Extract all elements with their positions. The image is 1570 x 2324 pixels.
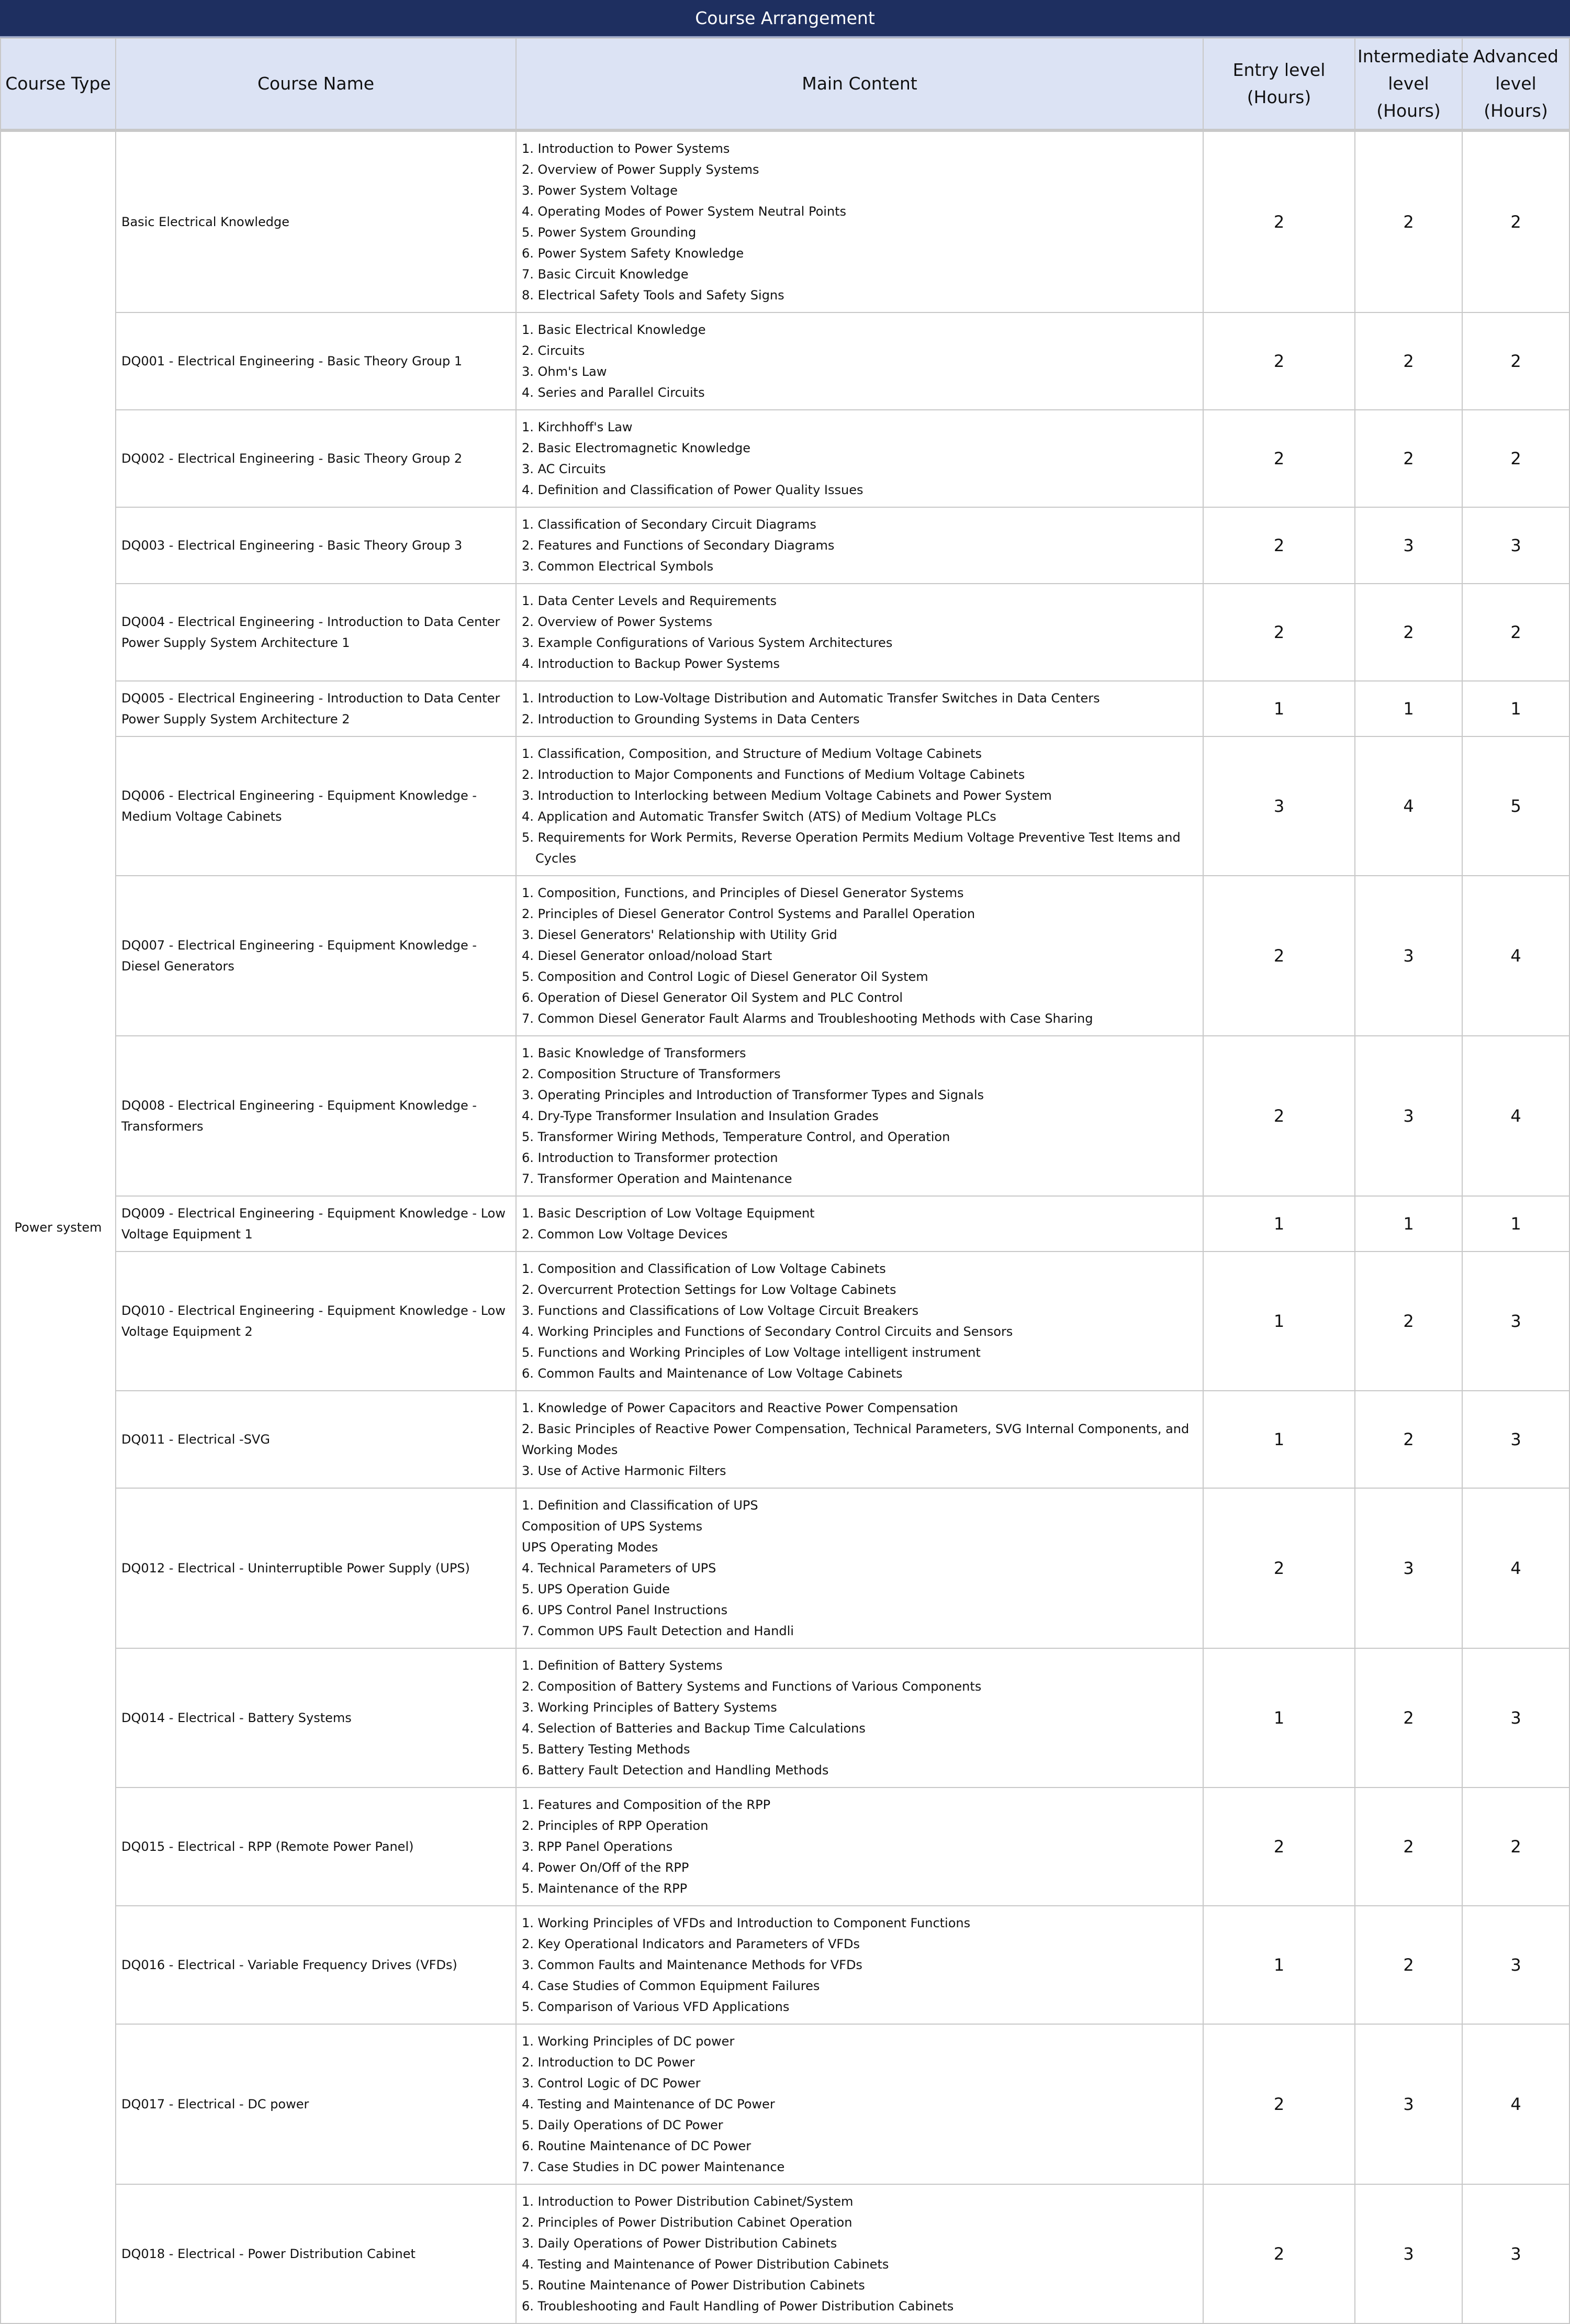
course-name-cell: DQ017 - Electrical - DC power bbox=[116, 2024, 516, 2184]
header-entry-line: (Hours) bbox=[1247, 87, 1311, 107]
content-item: 8. Electrical Safety Tools and Safety Signs bbox=[522, 288, 784, 303]
intermediate-hours-cell: 3 bbox=[1355, 1036, 1462, 1196]
table-row bbox=[1, 1488, 1569, 1648]
content-item: 5. Maintenance of the RPP bbox=[522, 1881, 688, 1896]
content-item: 4. Operating Modes of Power System Neutral Points bbox=[522, 204, 847, 219]
advanced-hours-cell: 4 bbox=[1462, 2024, 1569, 2184]
entry-hours-cell: 2 bbox=[1203, 584, 1355, 681]
entry-hours-cell: 2 bbox=[1203, 410, 1355, 507]
table-row bbox=[1, 736, 1569, 876]
content-item: 5. Requirements for Work Permits, Reverse Operation Permits Medium Voltage Preventive Test Items and Cycles bbox=[522, 830, 1181, 866]
main-content-cell bbox=[516, 584, 1203, 681]
content-item: 1. Classification of Secondary Circuit Diagrams bbox=[522, 517, 816, 532]
entry-hours-cell: 1 bbox=[1203, 681, 1355, 736]
intermediate-hours-cell: 3 bbox=[1355, 2184, 1462, 2323]
content-item: 1. Basic Knowledge of Transformers bbox=[522, 1046, 746, 1060]
entry-hours-cell: 2 bbox=[1203, 1787, 1355, 1906]
content-item: 3. Ohm's Law bbox=[522, 364, 607, 379]
content-item: 1. Kirchhoff's Law bbox=[522, 420, 633, 434]
table-row bbox=[1, 2024, 1569, 2184]
advanced-hours-cell: 2 bbox=[1462, 410, 1569, 507]
main-content-cell bbox=[516, 876, 1203, 1036]
advanced-hours-cell: 4 bbox=[1462, 876, 1569, 1036]
advanced-hours-cell: 3 bbox=[1462, 1391, 1569, 1488]
content-item: 7. Common Diesel Generator Fault Alarms and Troubleshooting Methods with Case Sharing bbox=[522, 1011, 1093, 1026]
header-main-content: Main Content bbox=[516, 38, 1203, 130]
table-row bbox=[1, 584, 1569, 681]
content-item: 6. Routine Maintenance of DC Power bbox=[522, 2139, 752, 2153]
advanced-hours-cell: 3 bbox=[1462, 507, 1569, 584]
content-item: 4. Testing and Maintenance of DC Power bbox=[522, 2097, 775, 2111]
table-row bbox=[1, 507, 1569, 584]
header-advanced-level bbox=[1462, 38, 1569, 130]
content-item: 3. Operating Principles and Introduction of Transformer Types and Signals bbox=[522, 1088, 984, 1102]
intermediate-hours-cell: 3 bbox=[1355, 876, 1462, 1036]
content-item: 1. Introduction to Power Systems bbox=[522, 141, 730, 156]
intermediate-hours-cell: 2 bbox=[1355, 410, 1462, 507]
content-item: 1. Data Center Levels and Requirements bbox=[522, 594, 777, 608]
content-item: 2. Key Operational Indicators and Parameters of VFDs bbox=[522, 1937, 860, 1951]
entry-hours-cell: 2 bbox=[1203, 130, 1355, 312]
course-name-cell: DQ012 - Electrical - Uninterruptible Power Supply (UPS) bbox=[116, 1488, 516, 1648]
course-type-label: Power system bbox=[14, 1220, 102, 1235]
content-item: 1. Features and Composition of the RPP bbox=[522, 1797, 771, 1812]
content-item: 4. Selection of Batteries and Backup Time Calculations bbox=[522, 1721, 866, 1736]
intermediate-hours-cell: 1 bbox=[1355, 1196, 1462, 1252]
content-item: 5. Power System Grounding bbox=[522, 225, 697, 240]
main-content-cell bbox=[516, 1648, 1203, 1787]
content-item: 3. Use of Active Harmonic Filters bbox=[522, 1463, 726, 1478]
intermediate-hours-cell: 3 bbox=[1355, 1488, 1462, 1648]
advanced-hours-cell: 4 bbox=[1462, 1036, 1569, 1196]
advanced-hours-cell: 1 bbox=[1462, 1196, 1569, 1252]
table-row bbox=[1, 681, 1569, 736]
entry-hours-cell: 2 bbox=[1203, 507, 1355, 584]
header-advanced-line: level bbox=[1495, 73, 1537, 94]
course-name-cell: DQ006 - Electrical Engineering - Equipment Knowledge - Medium Voltage Cabinets bbox=[116, 736, 516, 876]
content-item: 2. Principles of Power Distribution Cabinet Operation bbox=[522, 2215, 853, 2230]
content-item: 7. Case Studies in DC power Maintenance bbox=[522, 2160, 785, 2174]
intermediate-hours-cell: 1 bbox=[1355, 681, 1462, 736]
advanced-hours-cell: 1 bbox=[1462, 681, 1569, 736]
content-item: 3. RPP Panel Operations bbox=[522, 1839, 673, 1854]
advanced-hours-cell: 2 bbox=[1462, 584, 1569, 681]
content-item: 3. AC Circuits bbox=[522, 462, 606, 476]
content-item: 3. Functions and Classifications of Low Voltage Circuit Breakers bbox=[522, 1303, 919, 1318]
content-item: 1. Working Principles of DC power bbox=[522, 2034, 735, 2049]
content-item: 1. Composition and Classification of Low Voltage Cabinets bbox=[522, 1261, 886, 1276]
main-content-cell bbox=[516, 507, 1203, 584]
content-item: 2. Overcurrent Protection Settings for Low Voltage Cabinets bbox=[522, 1282, 896, 1297]
main-content-cell bbox=[516, 736, 1203, 876]
entry-hours-cell: 2 bbox=[1203, 2024, 1355, 2184]
main-content-cell bbox=[516, 312, 1203, 410]
intermediate-hours-cell: 3 bbox=[1355, 2024, 1462, 2184]
entry-hours-cell: 1 bbox=[1203, 1196, 1355, 1252]
main-content-cell bbox=[516, 1488, 1203, 1648]
header-intermediate-line: Intermediate bbox=[1358, 46, 1469, 66]
header-entry-line: Entry level bbox=[1232, 60, 1326, 80]
content-item: 5. Comparison of Various VFD Applications bbox=[522, 1999, 790, 2014]
content-item: 3. Power System Voltage bbox=[522, 183, 678, 198]
advanced-hours-cell: 3 bbox=[1462, 1648, 1569, 1787]
entry-hours-cell: 2 bbox=[1203, 2184, 1355, 2323]
course-name-cell: DQ010 - Electrical Engineering - Equipment Knowledge - Low Voltage Equipment 2 bbox=[116, 1252, 516, 1391]
content-item: 2. Principles of Diesel Generator Control Systems and Parallel Operation bbox=[522, 907, 975, 921]
course-name-cell: DQ009 - Electrical Engineering - Equipment Knowledge - Low Voltage Equipment 1 bbox=[116, 1196, 516, 1252]
main-content-cell bbox=[516, 2184, 1203, 2323]
main-content-cell bbox=[516, 681, 1203, 736]
main-content-cell bbox=[516, 2024, 1203, 2184]
intermediate-hours-cell: 2 bbox=[1355, 1391, 1462, 1488]
content-item: 7. Transformer Operation and Maintenance bbox=[522, 1171, 792, 1186]
table-row bbox=[1, 876, 1569, 1036]
entry-hours-cell: 3 bbox=[1203, 736, 1355, 876]
entry-hours-cell: 1 bbox=[1203, 1252, 1355, 1391]
content-item: 1. Knowledge of Power Capacitors and Reactive Power Compensation bbox=[522, 1401, 958, 1415]
content-item: 1. Composition, Functions, and Principles of Diesel Generator Systems bbox=[522, 886, 964, 900]
table-row bbox=[1, 1906, 1569, 2024]
entry-hours-cell: 1 bbox=[1203, 1391, 1355, 1488]
content-item: 4. Technical Parameters of UPS bbox=[522, 1561, 716, 1576]
content-item: 2. Overview of Power Systems bbox=[522, 614, 713, 629]
table-row bbox=[1, 1252, 1569, 1391]
table-row bbox=[1, 410, 1569, 507]
advanced-hours-cell: 4 bbox=[1462, 1488, 1569, 1648]
content-item: 2. Circuits bbox=[522, 343, 585, 358]
content-item: 3. Common Faults and Maintenance Methods for VFDs bbox=[522, 1958, 862, 1972]
content-item: 4. Series and Parallel Circuits bbox=[522, 385, 705, 400]
intermediate-hours-cell: 2 bbox=[1355, 1648, 1462, 1787]
header-course-type: Course Type bbox=[1, 38, 116, 130]
content-item: 6. Common Faults and Maintenance of Low Voltage Cabinets bbox=[522, 1366, 903, 1381]
content-item: 1. Definition and Classification of UPS bbox=[522, 1498, 758, 1513]
header-intermediate-line: level bbox=[1388, 73, 1429, 94]
table-row bbox=[1, 130, 1569, 312]
intermediate-hours-cell: 2 bbox=[1355, 130, 1462, 312]
course-name-cell: DQ014 - Electrical - Battery Systems bbox=[116, 1648, 516, 1787]
content-item: 6. Battery Fault Detection and Handling Methods bbox=[522, 1763, 829, 1778]
content-item: 7. Basic Circuit Knowledge bbox=[522, 267, 689, 282]
course-name-cell: DQ002 - Electrical Engineering - Basic Theory Group 2 bbox=[116, 410, 516, 507]
advanced-hours-cell: 3 bbox=[1462, 1252, 1569, 1391]
content-item: 4. Case Studies of Common Equipment Failures bbox=[522, 1979, 820, 1993]
content-item: 4. Definition and Classification of Power Quality Issues bbox=[522, 483, 864, 497]
course-name-cell: DQ004 - Electrical Engineering - Introduction to Data Center Power Supply System Architecture 1 bbox=[116, 584, 516, 681]
content-item: 5. Functions and Working Principles of Low Voltage intelligent instrument bbox=[522, 1345, 981, 1360]
table-title: Course Arrangement bbox=[0, 0, 1570, 38]
main-content-cell bbox=[516, 1036, 1203, 1196]
table-row bbox=[1, 1787, 1569, 1906]
content-item: 6. Troubleshooting and Fault Handling of Power Distribution Cabinets bbox=[522, 2299, 954, 2314]
table-row bbox=[1, 1196, 1569, 1252]
intermediate-hours-cell: 2 bbox=[1355, 584, 1462, 681]
intermediate-hours-cell: 2 bbox=[1355, 1906, 1462, 2024]
content-item: 2. Introduction to DC Power bbox=[522, 2055, 695, 2070]
content-item: 2. Basic Principles of Reactive Power Compensation, Technical Parameters, SVG Internal Components, and Working Modes bbox=[522, 1422, 1190, 1457]
content-item: 3. Common Electrical Symbols bbox=[522, 559, 714, 574]
content-item: 4. Power On/Off of the RPP bbox=[522, 1860, 689, 1875]
main-content-cell bbox=[516, 1787, 1203, 1906]
content-item: 4. Working Principles and Functions of Secondary Control Circuits and Sensors bbox=[522, 1324, 1013, 1339]
entry-hours-cell: 2 bbox=[1203, 312, 1355, 410]
content-item: 2. Common Low Voltage Devices bbox=[522, 1227, 728, 1242]
intermediate-hours-cell: 2 bbox=[1355, 1252, 1462, 1391]
course-name-cell: DQ015 - Electrical - RPP (Remote Power Panel) bbox=[116, 1787, 516, 1906]
advanced-hours-cell: 2 bbox=[1462, 130, 1569, 312]
main-content-cell bbox=[516, 1391, 1203, 1488]
content-item: 7. Common UPS Fault Detection and Handli bbox=[522, 1624, 794, 1638]
entry-hours-cell: 2 bbox=[1203, 876, 1355, 1036]
entry-hours-cell: 2 bbox=[1203, 1036, 1355, 1196]
content-item: 5. Composition and Control Logic of Diesel Generator Oil System bbox=[522, 969, 928, 984]
advanced-hours-cell: 2 bbox=[1462, 312, 1569, 410]
content-item: 2. Introduction to Grounding Systems in Data Centers bbox=[522, 712, 860, 727]
header-intermediate-line: (Hours) bbox=[1376, 100, 1441, 121]
content-item: 4. Testing and Maintenance of Power Distribution Cabinets bbox=[522, 2257, 889, 2272]
content-item: 2. Features and Functions of Secondary Diagrams bbox=[522, 538, 835, 553]
header-entry-level bbox=[1203, 38, 1355, 130]
content-item: Composition of UPS Systems bbox=[522, 1519, 703, 1534]
content-item: 3. Example Configurations of Various System Architectures bbox=[522, 635, 893, 650]
content-item: 1. Introduction to Low-Voltage Distribution and Automatic Transfer Switches in Data Centers bbox=[522, 691, 1100, 706]
content-item: 2. Introduction to Major Components and Functions of Medium Voltage Cabinets bbox=[522, 767, 1025, 782]
content-item: 3. Control Logic of DC Power bbox=[522, 2076, 701, 2091]
content-item: 4. Dry-Type Transformer Insulation and Insulation Grades bbox=[522, 1109, 879, 1123]
course-name-cell: DQ001 - Electrical Engineering - Basic Theory Group 1 bbox=[116, 312, 516, 410]
intermediate-hours-cell: 4 bbox=[1355, 736, 1462, 876]
content-item: 1. Introduction to Power Distribution Cabinet/System bbox=[522, 2194, 854, 2209]
course-name-cell: DQ005 - Electrical Engineering - Introduction to Data Center Power Supply System Architecture 2 bbox=[116, 681, 516, 736]
content-item: 1. Definition of Battery Systems bbox=[522, 1658, 723, 1673]
main-content-cell bbox=[516, 130, 1203, 312]
advanced-hours-cell: 2 bbox=[1462, 1787, 1569, 1906]
course-name-cell: DQ007 - Electrical Engineering - Equipment Knowledge - Diesel Generators bbox=[116, 876, 516, 1036]
main-content-cell bbox=[516, 1252, 1203, 1391]
course-name-cell: DQ008 - Electrical Engineering - Equipment Knowledge - Transformers bbox=[116, 1036, 516, 1196]
content-item: 6. Operation of Diesel Generator Oil System and PLC Control bbox=[522, 990, 903, 1005]
content-item: 4. Introduction to Backup Power Systems bbox=[522, 656, 780, 671]
content-item: 6. Introduction to Transformer protection bbox=[522, 1150, 778, 1165]
header-intermediate-level bbox=[1355, 38, 1469, 130]
content-item: UPS Operating Modes bbox=[522, 1540, 658, 1555]
header-advanced-line: Advanced bbox=[1473, 46, 1558, 66]
table-row bbox=[1, 1036, 1569, 1196]
content-item: 6. Power System Safety Knowledge bbox=[522, 246, 744, 261]
header-course-name: Course Name bbox=[116, 38, 516, 130]
content-item: 5. Battery Testing Methods bbox=[522, 1742, 690, 1757]
content-item: 3. Daily Operations of Power Distribution Cabinets bbox=[522, 2236, 837, 2251]
content-item: 2. Basic Electromagnetic Knowledge bbox=[522, 441, 751, 455]
entry-hours-cell: 1 bbox=[1203, 1648, 1355, 1787]
intermediate-hours-cell: 2 bbox=[1355, 312, 1462, 410]
content-item: 2. Principles of RPP Operation bbox=[522, 1818, 709, 1833]
header-row bbox=[1, 38, 1569, 130]
course-table-body bbox=[1, 130, 1569, 2323]
course-type-cell bbox=[1, 130, 116, 2323]
content-item: 3. Diesel Generators' Relationship with Utility Grid bbox=[522, 928, 837, 942]
content-item: 2. Overview of Power Supply Systems bbox=[522, 162, 759, 177]
main-content-cell bbox=[516, 1906, 1203, 2024]
content-item: 6. UPS Control Panel Instructions bbox=[522, 1603, 728, 1617]
content-item: 1. Classification, Composition, and Structure of Medium Voltage Cabinets bbox=[522, 746, 982, 761]
content-item: 5. Daily Operations of DC Power bbox=[522, 2118, 723, 2132]
course-table bbox=[0, 38, 1570, 2324]
content-item: 1. Basic Description of Low Voltage Equipment bbox=[522, 1206, 815, 1221]
intermediate-hours-cell: 2 bbox=[1355, 1787, 1462, 1906]
table-row bbox=[1, 2184, 1569, 2323]
entry-hours-cell: 1 bbox=[1203, 1906, 1355, 2024]
entry-hours-cell: 2 bbox=[1203, 1488, 1355, 1648]
content-item: 1. Basic Electrical Knowledge bbox=[522, 322, 706, 337]
course-name-cell: Basic Electrical Knowledge bbox=[116, 130, 516, 312]
content-item: 3. Working Principles of Battery Systems bbox=[522, 1700, 777, 1715]
content-item: 4. Diesel Generator onload/noload Start bbox=[522, 948, 772, 963]
content-item: 2. Composition Structure of Transformers bbox=[522, 1067, 781, 1081]
content-item: 4. Application and Automatic Transfer Switch (ATS) of Medium Voltage PLCs bbox=[522, 809, 996, 824]
header-advanced-line: (Hours) bbox=[1484, 100, 1548, 121]
course-name-cell: DQ003 - Electrical Engineering - Basic Theory Group 3 bbox=[116, 507, 516, 584]
intermediate-hours-cell: 3 bbox=[1355, 507, 1462, 584]
table-row bbox=[1, 1648, 1569, 1787]
content-item: 5. UPS Operation Guide bbox=[522, 1582, 670, 1596]
course-name-cell: DQ018 - Electrical - Power Distribution Cabinet bbox=[116, 2184, 516, 2323]
table-row bbox=[1, 1391, 1569, 1488]
main-content-cell bbox=[516, 410, 1203, 507]
advanced-hours-cell: 3 bbox=[1462, 1906, 1569, 2024]
course-name-cell: DQ016 - Electrical - Variable Frequency Drives (VFDs) bbox=[116, 1906, 516, 2024]
table-row bbox=[1, 312, 1569, 410]
advanced-hours-cell: 5 bbox=[1462, 736, 1569, 876]
content-item: 2. Composition of Battery Systems and Functions of Various Components bbox=[522, 1679, 982, 1694]
content-item: 5. Routine Maintenance of Power Distribution Cabinets bbox=[522, 2278, 865, 2293]
content-item: 5. Transformer Wiring Methods, Temperature Control, and Operation bbox=[522, 1130, 950, 1144]
advanced-hours-cell: 3 bbox=[1462, 2184, 1569, 2323]
course-name-cell: DQ011 - Electrical -SVG bbox=[116, 1391, 516, 1488]
content-item: 3. Introduction to Interlocking between Medium Voltage Cabinets and Power System bbox=[522, 788, 1052, 803]
main-content-cell bbox=[516, 1196, 1203, 1252]
content-item: 1. Working Principles of VFDs and Introduction to Component Functions bbox=[522, 1916, 971, 1930]
